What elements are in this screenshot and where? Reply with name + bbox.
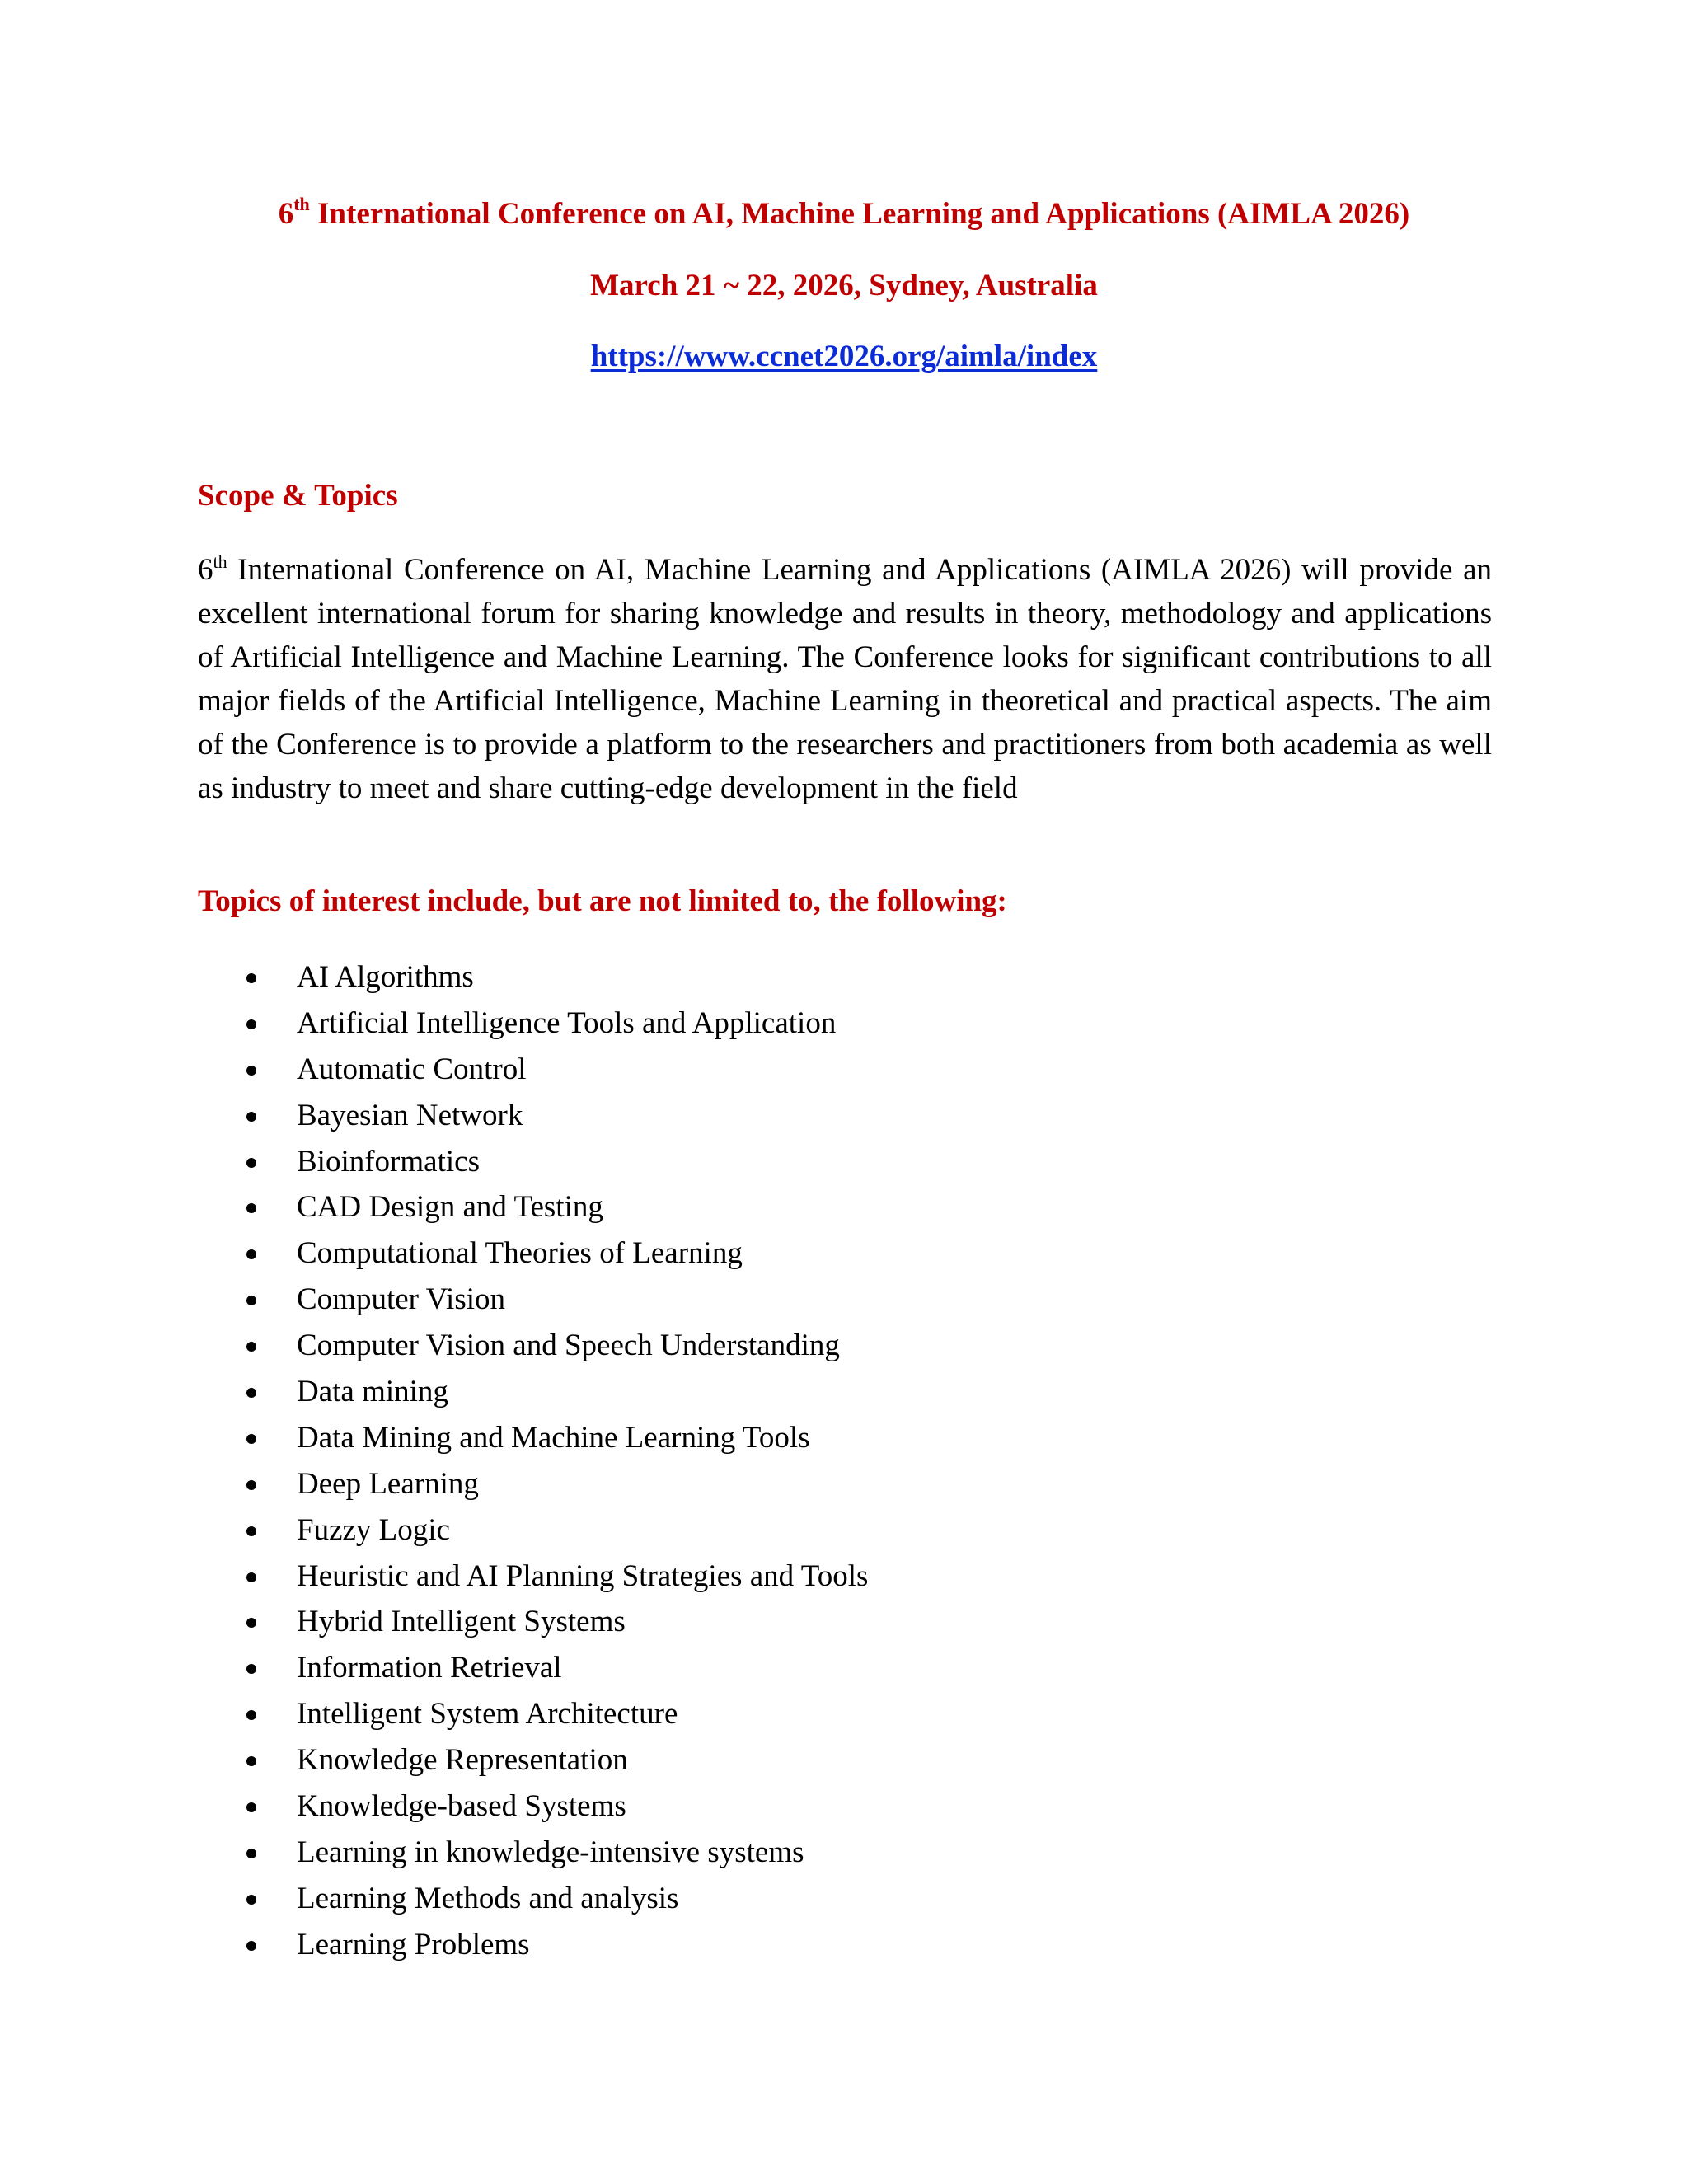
topics-heading: Topics of interest include, but are not limited to, the following: — [198, 884, 1007, 918]
bullet-icon — [246, 1710, 256, 1720]
para-ordinal: 6 — [198, 553, 213, 587]
topic-label: Knowledge-based Systems — [297, 1789, 626, 1824]
bullet-icon — [246, 1664, 256, 1674]
conference-url-link[interactable]: https://www.ccnet2026.org/aimla/index — [590, 340, 1098, 373]
topic-label: Data Mining and Machine Learning Tools — [297, 1420, 810, 1455]
topic-label: Automatic Control — [297, 1052, 527, 1086]
topic-label: AI Algorithms — [297, 960, 474, 994]
bullet-icon — [246, 1895, 256, 1905]
bullet-icon — [246, 1480, 256, 1490]
topic-label: Heuristic and AI Planning Strategies and Tools — [297, 1558, 869, 1593]
topic-label: Learning Methods and analysis — [297, 1881, 679, 1915]
bullet-icon — [246, 1066, 256, 1076]
topic-label: Bioinformatics — [297, 1144, 480, 1179]
bullet-icon — [246, 1802, 256, 1812]
scope-paragraph — [198, 548, 1492, 810]
bullet-icon — [246, 1434, 256, 1444]
bullet-icon — [246, 1526, 256, 1536]
bullet-icon — [246, 1249, 256, 1259]
title-ordinal-suffix: th — [293, 194, 310, 214]
bullet-icon — [246, 1849, 256, 1858]
para-ordinal-suffix: th — [213, 551, 227, 572]
bullet-icon — [246, 1388, 256, 1398]
title-ordinal: 6 — [278, 197, 294, 231]
topic-label: Deep Learning — [297, 1466, 479, 1501]
bullet-icon — [246, 1203, 256, 1213]
topic-label: CAD Design and Testing — [297, 1190, 603, 1225]
para-text: International Conference on AI, Machine Learning and Applications (AIMLA 2026) will provide an excellent international forum for sharing knowledge and results in theory, methodology and applications of Artificial Intelligence and Machine Learning. The Conference looks for significant contributions to all major fields of the Artificial Intelligence, Machine Learning in theoretical and practical aspects. The aim of the Conference is to provide a platform to the researchers and practitioners from both academia as well as industry to meet and share cutting-edge development in the field — [198, 553, 1492, 805]
topic-label: Intelligent System Architecture — [297, 1697, 678, 1732]
scope-heading: Scope & Topics — [198, 479, 398, 513]
topic-label: Computer Vision — [297, 1282, 506, 1317]
topic-label: Computational Theories of Learning — [297, 1236, 743, 1271]
bullet-icon — [246, 1941, 256, 1951]
topic-label: Fuzzy Logic — [297, 1512, 450, 1547]
topic-label: Information Retrieval — [297, 1651, 562, 1685]
conference-url-line — [0, 339, 1688, 375]
topic-label: Learning Problems — [297, 1927, 530, 1961]
bullet-icon — [246, 1756, 256, 1766]
bullet-icon — [246, 1019, 256, 1029]
bullet-icon — [246, 1572, 256, 1582]
topic-label: Learning in knowledge-intensive systems — [297, 1835, 804, 1869]
topic-label: Knowledge Representation — [297, 1743, 628, 1778]
topic-label: Artificial Intelligence Tools and Application — [297, 1005, 837, 1040]
topic-label: Data mining — [297, 1375, 448, 1409]
bullet-icon — [246, 1158, 256, 1168]
topic-label: Bayesian Network — [297, 1098, 523, 1132]
title-text: International Conference on AI, Machine Learning and Applications (AIMLA 2026) — [309, 197, 1410, 231]
topic-label: Hybrid Intelligent Systems — [297, 1605, 626, 1639]
bullet-icon — [246, 1342, 256, 1352]
topic-label: Computer Vision and Speech Understanding — [297, 1329, 840, 1363]
conference-dates: March 21 ~ 22, 2026, Sydney, Australia — [590, 269, 1098, 302]
bullet-icon — [246, 973, 256, 983]
bullet-icon — [246, 1112, 256, 1122]
conference-title — [0, 196, 1688, 232]
bullet-icon — [246, 1618, 256, 1628]
bullet-icon — [246, 1296, 256, 1305]
